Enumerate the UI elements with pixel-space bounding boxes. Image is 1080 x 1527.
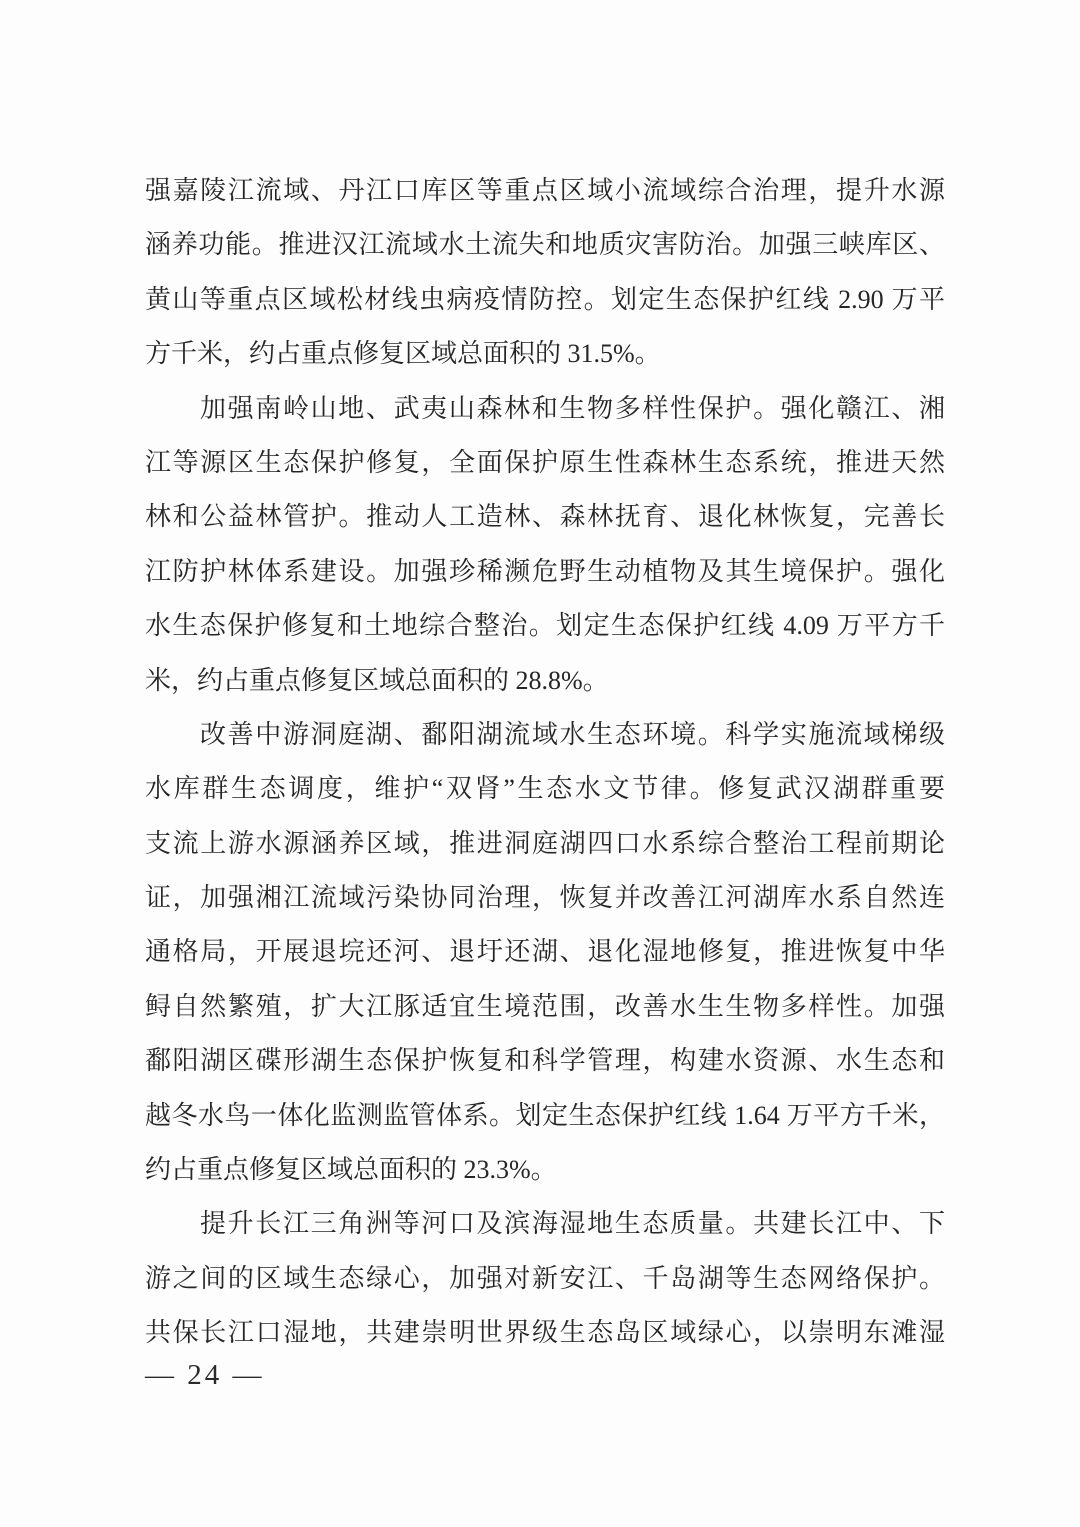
- text-line: 越冬水鸟一体化监测监管体系。划定生态保护红线 1.64 万平方千米，: [145, 1100, 945, 1130]
- body-text: [145, 164, 945, 1361]
- text-line: 强嘉陵江流域、丹江口库区等重点区域小流域综合治理，提升水源: [145, 176, 945, 205]
- text-line: 改善中游洞庭湖、鄱阳湖流域水生态环境。科学实施流域梯级: [200, 719, 945, 749]
- text-line: 共保长江口湿地，共建崇明世界级生态岛区域绿心，以崇明东滩湿: [145, 1318, 945, 1348]
- text-line: 方千米，约占重点修复区域总面积的 31.5%。: [145, 339, 661, 369]
- text-line: 证，加强湘江流域污染协同治理，恢复并改善江河湖库水系自然连: [145, 883, 945, 913]
- text-line: 鲟自然繁殖，扩大江豚适宜生境范围，改善水生生物多样性。加强: [145, 991, 945, 1021]
- text-line: 通格局，开展退垸还河、退圩还湖、退化湿地修复，推进恢复中华: [145, 937, 945, 967]
- text-line: 提升长江三角洲等河口及滨海湿地生态质量。共建长江中、下: [200, 1209, 945, 1239]
- text-line: 支流上游水源涵养区域，推进洞庭湖四口水系综合整治工程前期论: [145, 828, 945, 858]
- page-number: — 24 —: [145, 1359, 265, 1391]
- text-line: 涵养功能。推进汉江流域水土流失和地质灾害防治。加强三峡库区、: [145, 230, 945, 260]
- text-line: 鄱阳湖区碟形湖生态保护恢复和科学管理，构建水资源、水生态和: [145, 1046, 945, 1076]
- text-line: 黄山等重点区域松材线虫病疫情防控。划定生态保护红线 2.90 万平: [145, 284, 945, 314]
- text-line: 米，约占重点修复区域总面积的 28.8%。: [145, 665, 609, 695]
- text-line: 加强南岭山地、武夷山森林和生物多样性保护。强化赣江、湘: [200, 393, 945, 423]
- text-line: 江等源区生态保护修复，全面保护原生性森林生态系统，推进天然: [145, 447, 945, 477]
- text-line: 水生态保护修复和土地综合整治。划定生态保护红线 4.09 万平方千: [145, 611, 945, 641]
- text-line: 游之间的区域生态绿心，加强对新安江、千岛湖等生态网络保护。: [145, 1263, 945, 1293]
- text-line: 林和公益林管护。推动人工造林、森林抚育、退化林恢复，完善长: [145, 502, 945, 532]
- text-line: 水库群生态调度，维护“双肾”生态水文节律。修复武汉湖群重要: [145, 774, 945, 804]
- text-line: 江防护林体系建设。加强珍稀濒危野生动植物及其生境保护。强化: [145, 556, 945, 586]
- text-line: 约占重点修复区域总面积的 23.3%。: [145, 1155, 557, 1185]
